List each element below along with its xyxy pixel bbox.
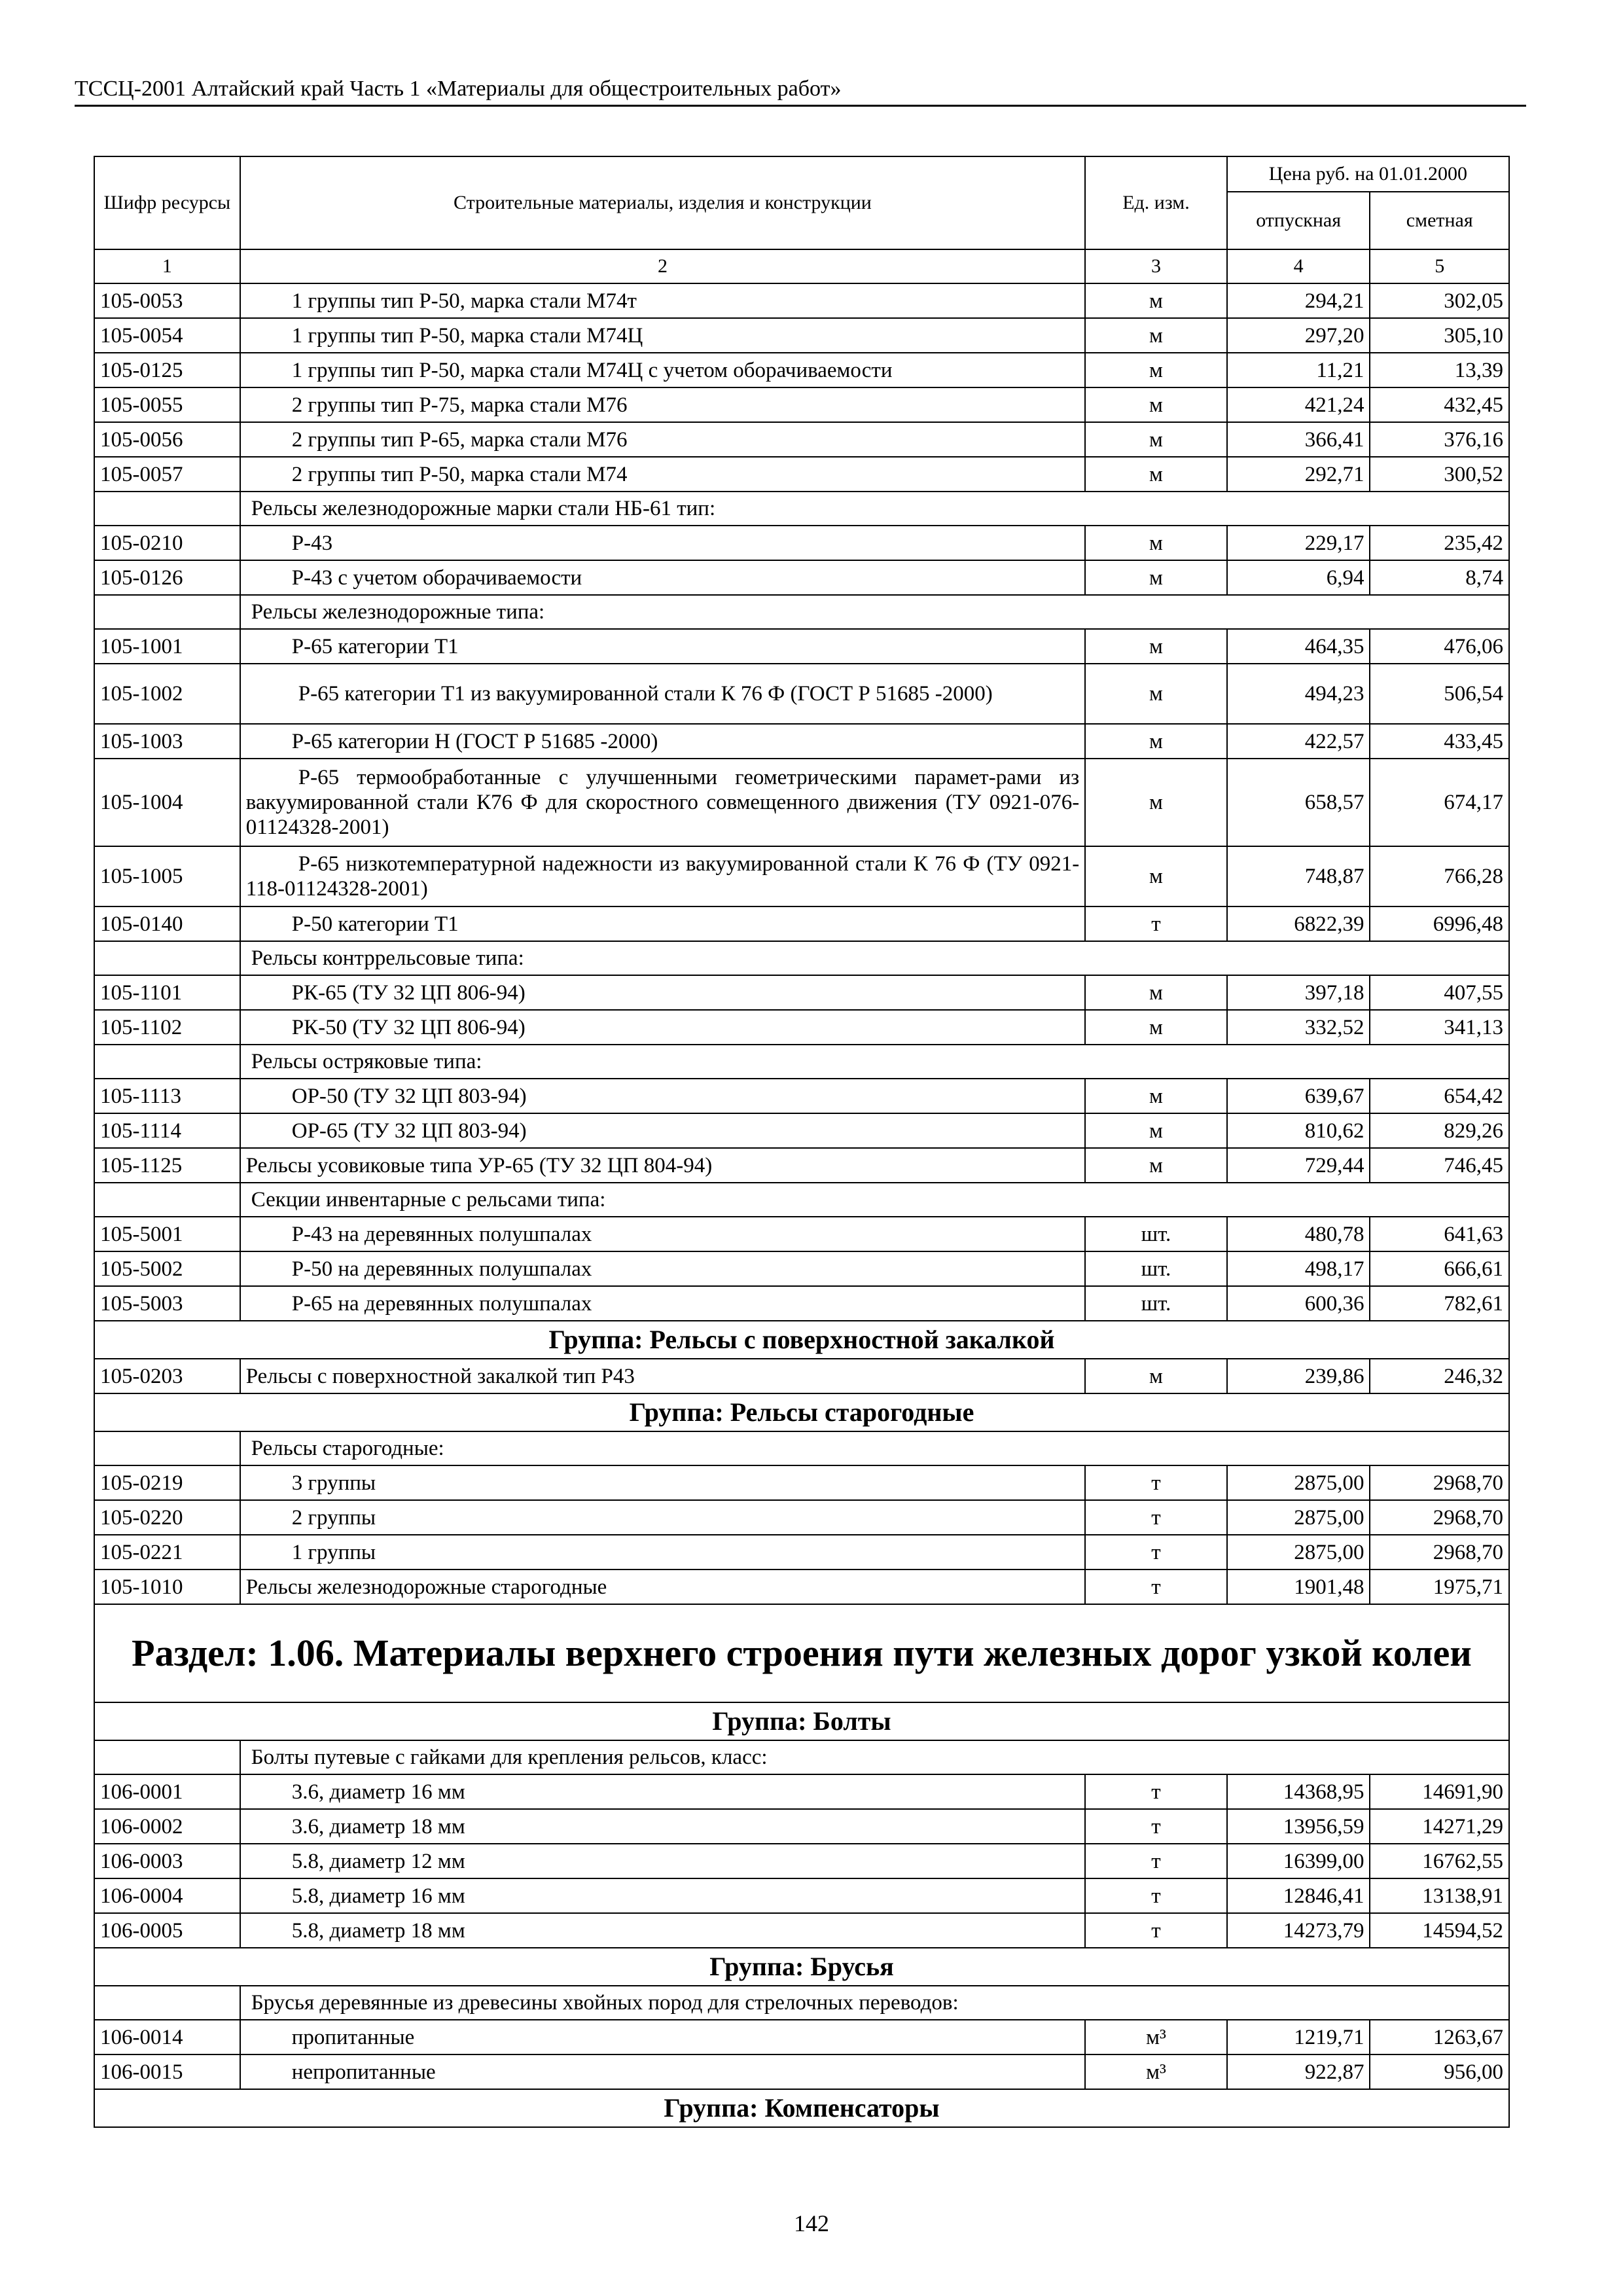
estimate-price: 14691,90: [1370, 1774, 1509, 1809]
resource-code: 105-1113: [94, 1079, 240, 1113]
unit-of-measure: т: [1085, 1465, 1227, 1500]
resource-code: 105-0055: [94, 387, 240, 422]
release-price: 292,71: [1227, 457, 1370, 492]
resource-code: 106-0003: [94, 1844, 240, 1878]
resource-name: [240, 664, 1085, 724]
release-price: 6,94: [1227, 560, 1370, 595]
estimate-price: 376,16: [1370, 422, 1509, 457]
unit-of-measure: м: [1085, 1359, 1227, 1393]
resource-name: [240, 846, 1085, 906]
estimate-price: 766,28: [1370, 846, 1509, 906]
estimate-price: 302,05: [1370, 283, 1509, 318]
table-row: [94, 1878, 1509, 1913]
estimate-price: 1263,67: [1370, 2020, 1509, 2054]
table-row: [94, 1251, 1509, 1286]
table-row: [94, 629, 1509, 664]
release-price: 16399,00: [1227, 1844, 1370, 1878]
resource-name: Р-65 на деревянных полушпалах: [240, 1286, 1085, 1321]
table-row: [94, 1217, 1509, 1251]
release-price: 1219,71: [1227, 2020, 1370, 2054]
resource-name: 3.6, диаметр 18 мм: [240, 1809, 1085, 1844]
table-row: [94, 664, 1509, 724]
release-price: 397,18: [1227, 975, 1370, 1010]
group-row: [94, 1321, 1509, 1359]
table-row: [94, 1844, 1509, 1878]
resource-code: 105-1101: [94, 975, 240, 1010]
resource-code: 105-1001: [94, 629, 240, 664]
table-row: [94, 457, 1509, 492]
unit-of-measure: м: [1085, 526, 1227, 560]
subheader-text: Рельсы старогодные:: [240, 1431, 1509, 1465]
resource-code: 105-0221: [94, 1535, 240, 1570]
table-row: [94, 906, 1509, 941]
resource-code: 106-0002: [94, 1809, 240, 1844]
table-row: [94, 422, 1509, 457]
resource-name: Р-65 категории Т1: [240, 629, 1085, 664]
release-price: 14273,79: [1227, 1913, 1370, 1948]
estimate-price: 13138,91: [1370, 1878, 1509, 1913]
table-row: [94, 1535, 1509, 1570]
release-price: 810,62: [1227, 1113, 1370, 1148]
release-price: 498,17: [1227, 1251, 1370, 1286]
estimate-price: 14271,29: [1370, 1809, 1509, 1844]
table-row: [94, 1500, 1509, 1535]
resource-code: 105-1004: [94, 759, 240, 846]
table-row: [94, 1010, 1509, 1045]
resource-name: Р-43 с учетом оборачиваемости: [240, 560, 1085, 595]
subheader-row: [94, 1740, 1509, 1774]
subheader-text: Брусья деревянные из древесины хвойных пород для стрелочных переводов:: [240, 1986, 1509, 2020]
subheader-row: [94, 1986, 1509, 2020]
subheader-row: [94, 1431, 1509, 1465]
unit-of-measure: м: [1085, 283, 1227, 318]
estimate-price: 956,00: [1370, 2054, 1509, 2089]
resource-name: 5.8, диаметр 16 мм: [240, 1878, 1085, 1913]
resource-code: 105-1125: [94, 1148, 240, 1183]
table-row: [94, 526, 1509, 560]
subheader-text: Секции инвентарные с рельсами типа:: [240, 1183, 1509, 1217]
table-row: [94, 1465, 1509, 1500]
table-row: [94, 975, 1509, 1010]
release-price: 421,24: [1227, 387, 1370, 422]
subheader-row: [94, 1183, 1509, 1217]
col-header-release-price: отпускная: [1227, 192, 1370, 249]
resource-code: 105-1010: [94, 1570, 240, 1604]
empty-code-cell: [94, 1045, 240, 1079]
release-price: 464,35: [1227, 629, 1370, 664]
estimate-price: 2968,70: [1370, 1465, 1509, 1500]
release-price: 494,23: [1227, 664, 1370, 724]
empty-code-cell: [94, 1740, 240, 1774]
resource-name: Р-50 категории Т1: [240, 906, 1085, 941]
table-row: [94, 1113, 1509, 1148]
unit-of-measure: т: [1085, 1535, 1227, 1570]
unit-of-measure: м³: [1085, 2020, 1227, 2054]
release-price: 11,21: [1227, 353, 1370, 387]
estimate-price: 506,54: [1370, 664, 1509, 724]
group-title: Группа: Болты: [94, 1702, 1509, 1740]
estimate-price: 654,42: [1370, 1079, 1509, 1113]
release-price: 294,21: [1227, 283, 1370, 318]
group-row: [94, 2089, 1509, 2127]
unit-of-measure: м: [1085, 318, 1227, 353]
release-price: 480,78: [1227, 1217, 1370, 1251]
resource-code: 105-1005: [94, 846, 240, 906]
unit-of-measure: т: [1085, 1844, 1227, 1878]
table-row: [94, 1570, 1509, 1604]
resource-name-text: Р-65 термообработанные с улучшенными геометрическими парамет-рами из вакуумированной стали К76 Ф для скоростного совмещенного движения (ТУ 0921-076-01124328-2001): [245, 766, 1080, 839]
subheader-text: Рельсы контррельсовые типа:: [240, 941, 1509, 975]
release-price: 639,67: [1227, 1079, 1370, 1113]
resource-name: Р-43: [240, 526, 1085, 560]
release-price: 600,36: [1227, 1286, 1370, 1321]
estimate-price: 782,61: [1370, 1286, 1509, 1321]
table-row: [94, 387, 1509, 422]
release-price: 658,57: [1227, 759, 1370, 846]
group-title: Группа: Брусья: [94, 1948, 1509, 1986]
release-price: 297,20: [1227, 318, 1370, 353]
table-row: [94, 846, 1509, 906]
estimate-price: 8,74: [1370, 560, 1509, 595]
resource-code: 106-0001: [94, 1774, 240, 1809]
estimate-price: 300,52: [1370, 457, 1509, 492]
unit-of-measure: т: [1085, 1878, 1227, 1913]
resource-name: 2 группы тип Р-75, марка стали М76: [240, 387, 1085, 422]
resource-name: 1 группы тип Р-50, марка стали М74Ц с учетом оборачиваемости: [240, 353, 1085, 387]
subheader-text: Рельсы остряковые типа:: [240, 1045, 1509, 1079]
release-price: 729,44: [1227, 1148, 1370, 1183]
estimate-price: 13,39: [1370, 353, 1509, 387]
col-index-2: 2: [240, 249, 1085, 283]
release-price: 748,87: [1227, 846, 1370, 906]
resource-name: ОР-50 (ТУ 32 ЦП 803-94): [240, 1079, 1085, 1113]
unit-of-measure: м: [1085, 759, 1227, 846]
col-header-code: Шифр ресурсы: [94, 156, 240, 249]
resource-name: 3 группы: [240, 1465, 1085, 1500]
resource-name: 2 группы: [240, 1500, 1085, 1535]
group-row: [94, 1393, 1509, 1431]
release-price: 2875,00: [1227, 1465, 1370, 1500]
table-row: [94, 1359, 1509, 1393]
unit-of-measure: м: [1085, 353, 1227, 387]
estimate-price: 2968,70: [1370, 1500, 1509, 1535]
estimate-price: 674,17: [1370, 759, 1509, 846]
resource-code: 105-0140: [94, 906, 240, 941]
table-row: [94, 283, 1509, 318]
resource-name: 1 группы: [240, 1535, 1085, 1570]
release-price: 922,87: [1227, 2054, 1370, 2089]
table-row: [94, 2054, 1509, 2089]
page-number: 142: [794, 2210, 829, 2236]
estimate-price: 16762,55: [1370, 1844, 1509, 1878]
col-index-4: 4: [1227, 249, 1370, 283]
unit-of-measure: м: [1085, 422, 1227, 457]
resource-name: 2 группы тип Р-50, марка стали М74: [240, 457, 1085, 492]
estimate-price: 235,42: [1370, 526, 1509, 560]
resource-code: 106-0015: [94, 2054, 240, 2089]
unit-of-measure: м: [1085, 1010, 1227, 1045]
release-price: 1901,48: [1227, 1570, 1370, 1604]
unit-of-measure: т: [1085, 1809, 1227, 1844]
estimate-price: 407,55: [1370, 975, 1509, 1010]
col-header-estimate-price: сметная: [1370, 192, 1509, 249]
resource-code: 105-0056: [94, 422, 240, 457]
resource-name: Рельсы усовиковые типа УР-65 (ТУ 32 ЦП 804-94): [240, 1148, 1085, 1183]
unit-of-measure: м: [1085, 560, 1227, 595]
resource-name: РК-50 (ТУ 32 ЦП 806-94): [240, 1010, 1085, 1045]
estimate-price: 14594,52: [1370, 1913, 1509, 1948]
unit-of-measure: м: [1085, 1113, 1227, 1148]
unit-of-measure: т: [1085, 1774, 1227, 1809]
resource-name: Рельсы с поверхностной закалкой тип Р43: [240, 1359, 1085, 1393]
release-price: 2875,00: [1227, 1500, 1370, 1535]
resource-code: 105-0054: [94, 318, 240, 353]
resource-name: пропитанные: [240, 2020, 1085, 2054]
unit-of-measure: т: [1085, 1913, 1227, 1948]
subheader-text: Рельсы железнодорожные марки стали НБ-61 тип:: [240, 492, 1509, 526]
resource-name: 2 группы тип Р-65, марка стали М76: [240, 422, 1085, 457]
resource-code: 105-0126: [94, 560, 240, 595]
table-row: [94, 724, 1509, 759]
price-table: [94, 156, 1510, 2128]
table-row: [94, 1079, 1509, 1113]
table-row: [94, 1809, 1509, 1844]
col-header-price: Цена руб. на 01.01.2000: [1227, 156, 1509, 192]
release-price: 332,52: [1227, 1010, 1370, 1045]
running-header: ТССЦ-2001 Алтайский край Часть 1 «Материалы для общестроительных работ»: [75, 73, 1526, 107]
section-title: Раздел: 1.06. Материалы верхнего строения пути железных дорог узкой колеи: [94, 1604, 1509, 1702]
resource-code: 105-0219: [94, 1465, 240, 1500]
resource-code: 106-0005: [94, 1913, 240, 1948]
subheader-row: [94, 492, 1509, 526]
estimate-price: 666,61: [1370, 1251, 1509, 1286]
table-row: [94, 560, 1509, 595]
resource-code: 105-0057: [94, 457, 240, 492]
table-row: [94, 1148, 1509, 1183]
unit-of-measure: м: [1085, 1079, 1227, 1113]
estimate-price: 746,45: [1370, 1148, 1509, 1183]
resource-code: 106-0014: [94, 2020, 240, 2054]
resource-code: 105-5001: [94, 1217, 240, 1251]
release-price: 14368,95: [1227, 1774, 1370, 1809]
resource-code: 105-0220: [94, 1500, 240, 1535]
resource-name: Рельсы железнодорожные старогодные: [240, 1570, 1085, 1604]
estimate-price: 1975,71: [1370, 1570, 1509, 1604]
subheader-text: Рельсы железнодорожные типа:: [240, 595, 1509, 629]
unit-of-measure: м³: [1085, 2054, 1227, 2089]
unit-of-measure: м: [1085, 664, 1227, 724]
resource-code: 106-0004: [94, 1878, 240, 1913]
unit-of-measure: м: [1085, 724, 1227, 759]
resource-code: 105-5003: [94, 1286, 240, 1321]
col-index-1: 1: [94, 249, 240, 283]
unit-of-measure: м: [1085, 629, 1227, 664]
resource-name: непропитанные: [240, 2054, 1085, 2089]
empty-code-cell: [94, 492, 240, 526]
estimate-price: 433,45: [1370, 724, 1509, 759]
estimate-price: 476,06: [1370, 629, 1509, 664]
release-price: 12846,41: [1227, 1878, 1370, 1913]
col-header-unit: Ед. изм.: [1085, 156, 1227, 249]
release-price: 422,57: [1227, 724, 1370, 759]
unit-of-measure: шт.: [1085, 1286, 1227, 1321]
table-row: [94, 1774, 1509, 1809]
empty-code-cell: [94, 595, 240, 629]
col-index-3: 3: [1085, 249, 1227, 283]
group-row: [94, 1948, 1509, 1986]
resource-name: Р-43 на деревянных полушпалах: [240, 1217, 1085, 1251]
release-price: 6822,39: [1227, 906, 1370, 941]
resource-code: 105-0203: [94, 1359, 240, 1393]
estimate-price: 341,13: [1370, 1010, 1509, 1045]
unit-of-measure: м: [1085, 387, 1227, 422]
empty-code-cell: [94, 1986, 240, 2020]
subheader-row: [94, 1045, 1509, 1079]
unit-of-measure: м: [1085, 975, 1227, 1010]
unit-of-measure: т: [1085, 1570, 1227, 1604]
estimate-price: 641,63: [1370, 1217, 1509, 1251]
resource-code: 105-0125: [94, 353, 240, 387]
table-row: [94, 1913, 1509, 1948]
col-header-name: Строительные материалы, изделия и конструкции: [240, 156, 1085, 249]
resource-name: 5.8, диаметр 18 мм: [240, 1913, 1085, 1948]
resource-name: 5.8, диаметр 12 мм: [240, 1844, 1085, 1878]
table-row: [94, 1286, 1509, 1321]
unit-of-measure: м: [1085, 1148, 1227, 1183]
unit-of-measure: м: [1085, 457, 1227, 492]
group-title: Группа: Рельсы с поверхностной закалкой: [94, 1321, 1509, 1359]
resource-code: 105-0210: [94, 526, 240, 560]
unit-of-measure: шт.: [1085, 1251, 1227, 1286]
table-row: [94, 318, 1509, 353]
release-price: 13956,59: [1227, 1809, 1370, 1844]
group-row: [94, 1702, 1509, 1740]
resource-name: [240, 759, 1085, 846]
col-index-5: 5: [1370, 249, 1509, 283]
empty-code-cell: [94, 1431, 240, 1465]
release-price: 2875,00: [1227, 1535, 1370, 1570]
resource-code: 105-5002: [94, 1251, 240, 1286]
estimate-price: 6996,48: [1370, 906, 1509, 941]
subheader-row: [94, 595, 1509, 629]
resource-name: Р-65 категории Н (ГОСТ Р 51685 -2000): [240, 724, 1085, 759]
resource-code: 105-1102: [94, 1010, 240, 1045]
resource-name: 3.6, диаметр 16 мм: [240, 1774, 1085, 1809]
release-price: 239,86: [1227, 1359, 1370, 1393]
resource-code: 105-1002: [94, 664, 240, 724]
price-table-body: [94, 283, 1509, 2127]
subheader-row: [94, 941, 1509, 975]
resource-name: 1 группы тип Р-50, марка стали М74Ц: [240, 318, 1085, 353]
estimate-price: 2968,70: [1370, 1535, 1509, 1570]
unit-of-measure: шт.: [1085, 1217, 1227, 1251]
resource-name-text: Р-65 низкотемпературной надежности из вакуумированной стали К 76 Ф (ТУ 0921-118-01124328-2001): [245, 852, 1080, 901]
resource-code: 105-1114: [94, 1113, 240, 1148]
table-row: [94, 2020, 1509, 2054]
estimate-price: 432,45: [1370, 387, 1509, 422]
subheader-text: Болты путевые с гайками для крепления рельсов, класс:: [240, 1740, 1509, 1774]
table-row: [94, 759, 1509, 846]
release-price: 366,41: [1227, 422, 1370, 457]
empty-code-cell: [94, 1183, 240, 1217]
group-title: Группа: Компенсаторы: [94, 2089, 1509, 2127]
unit-of-measure: м: [1085, 846, 1227, 906]
resource-name: 1 группы тип Р-50, марка стали М74т: [240, 283, 1085, 318]
resource-name: Р-50 на деревянных полушпалах: [240, 1251, 1085, 1286]
resource-name: РК-65 (ТУ 32 ЦП 806-94): [240, 975, 1085, 1010]
unit-of-measure: т: [1085, 1500, 1227, 1535]
estimate-price: 305,10: [1370, 318, 1509, 353]
estimate-price: 246,32: [1370, 1359, 1509, 1393]
group-title: Группа: Рельсы старогодные: [94, 1393, 1509, 1431]
estimate-price: 829,26: [1370, 1113, 1509, 1148]
release-price: 229,17: [1227, 526, 1370, 560]
resource-name-text: Р-65 категории Т1 из вакуумированной стали К 76 Ф (ГОСТ Р 51685 -2000): [298, 682, 993, 706]
resource-code: 105-0053: [94, 283, 240, 318]
resource-code: 105-1003: [94, 724, 240, 759]
resource-name: ОР-65 (ТУ 32 ЦП 803-94): [240, 1113, 1085, 1148]
table-row: [94, 353, 1509, 387]
empty-code-cell: [94, 941, 240, 975]
unit-of-measure: т: [1085, 906, 1227, 941]
section-row: [94, 1604, 1509, 1702]
